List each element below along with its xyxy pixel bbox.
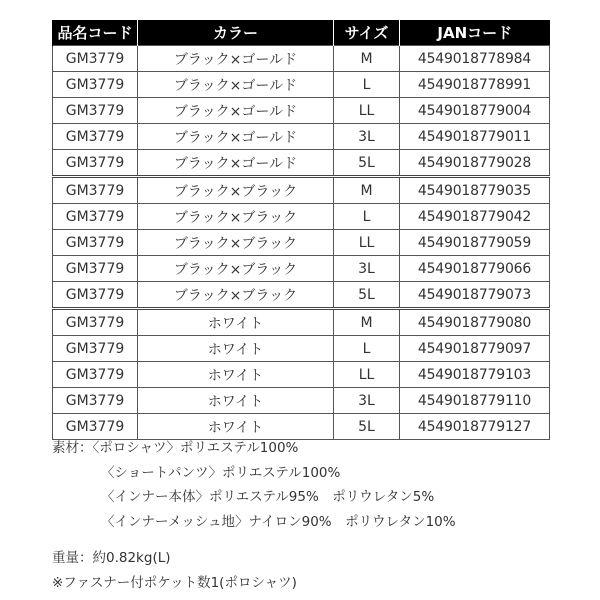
size-cell: LL bbox=[334, 98, 400, 124]
size-cell: M bbox=[334, 177, 400, 204]
product-code-cell: GM3779 bbox=[53, 98, 138, 124]
table-row bbox=[53, 309, 550, 336]
jan-code-cell: 4549018779066 bbox=[400, 256, 550, 282]
product-code-cell: GM3779 bbox=[53, 177, 138, 204]
product-code-cell: GM3779 bbox=[53, 124, 138, 150]
product-code-cell: GM3779 bbox=[53, 230, 138, 256]
size-cell: L bbox=[334, 336, 400, 362]
product-code-cell: GM3779 bbox=[53, 46, 138, 72]
size-cell: M bbox=[334, 309, 400, 336]
table-row bbox=[53, 98, 550, 124]
jan-code-cell: 4549018779103 bbox=[400, 362, 550, 388]
jan-code-cell: 4549018779073 bbox=[400, 282, 550, 309]
header-product-code: 品名コード bbox=[53, 20, 138, 46]
table-row bbox=[53, 362, 550, 388]
product-code-cell: GM3779 bbox=[53, 336, 138, 362]
color-cell: ブラック×ブラック bbox=[138, 256, 334, 282]
header-color: カラー bbox=[138, 20, 334, 46]
size-cell: L bbox=[334, 204, 400, 230]
color-cell: ホワイト bbox=[138, 362, 334, 388]
color-cell: ブラック×ゴールド bbox=[138, 98, 334, 124]
jan-code-cell: 4549018779028 bbox=[400, 150, 550, 177]
jan-code-cell: 4549018779011 bbox=[400, 124, 550, 150]
jan-code-cell: 4549018779059 bbox=[400, 230, 550, 256]
size-cell: 3L bbox=[334, 256, 400, 282]
material-line: 〈インナー本体〉ポリエステル95% ポリウレタン5% bbox=[101, 489, 435, 506]
color-cell: ブラック×ブラック bbox=[138, 177, 334, 204]
table-row bbox=[53, 204, 550, 230]
size-cell: L bbox=[334, 72, 400, 98]
product-code-cell: GM3779 bbox=[53, 282, 138, 309]
jan-code-cell: 4549018779035 bbox=[400, 177, 550, 204]
jan-code-cell: 4549018778991 bbox=[400, 72, 550, 98]
product-spec-table bbox=[52, 20, 550, 440]
size-cell: LL bbox=[334, 362, 400, 388]
table-header-row bbox=[53, 20, 550, 46]
jan-code-cell: 4549018779097 bbox=[400, 336, 550, 362]
size-cell: 5L bbox=[334, 150, 400, 177]
color-cell: ブラック×ゴールド bbox=[138, 72, 334, 98]
table-row bbox=[53, 388, 550, 414]
table-row bbox=[53, 177, 550, 204]
jan-code-cell: 4549018779042 bbox=[400, 204, 550, 230]
table-row bbox=[53, 150, 550, 177]
size-cell: 5L bbox=[334, 282, 400, 309]
product-code-cell: GM3779 bbox=[53, 204, 138, 230]
color-cell: ホワイト bbox=[138, 309, 334, 336]
header-jan-code: JANコード bbox=[400, 20, 550, 46]
header-size: サイズ bbox=[334, 20, 400, 46]
table-row bbox=[53, 124, 550, 150]
color-cell: ブラック×ゴールド bbox=[138, 124, 334, 150]
table-row bbox=[53, 256, 550, 282]
size-cell: LL bbox=[334, 230, 400, 256]
size-cell: 3L bbox=[334, 388, 400, 414]
size-cell: 3L bbox=[334, 124, 400, 150]
color-cell: ブラック×ゴールド bbox=[138, 46, 334, 72]
material-line: 〈ショートパンツ〉ポリエステル100% bbox=[101, 464, 341, 481]
product-notes bbox=[52, 436, 572, 596]
color-cell: ホワイト bbox=[138, 336, 334, 362]
color-cell: ブラック×ブラック bbox=[138, 282, 334, 309]
jan-code-cell: 4549018779110 bbox=[400, 388, 550, 414]
pocket-line: ※ファスナー付ポケット数1(ポロシャツ) bbox=[52, 574, 297, 591]
weight-line: 重量：約0.82kg(L) bbox=[52, 550, 171, 567]
jan-code-cell: 4549018779080 bbox=[400, 309, 550, 336]
table-body bbox=[53, 46, 550, 440]
jan-code-cell: 4549018779004 bbox=[400, 98, 550, 124]
product-code-cell: GM3779 bbox=[53, 388, 138, 414]
color-cell: ブラック×ブラック bbox=[138, 204, 334, 230]
product-code-cell: GM3779 bbox=[53, 72, 138, 98]
color-cell: ブラック×ブラック bbox=[138, 230, 334, 256]
product-code-cell: GM3779 bbox=[53, 150, 138, 177]
material-line: 素材：〈ポロシャツ〉ポリエステル100% bbox=[52, 440, 299, 456]
material-line: 〈インナーメッシュ地〉ナイロン90% ポリウレタン10% bbox=[101, 513, 456, 530]
table-row bbox=[53, 46, 550, 72]
color-cell: ブラック×ゴールド bbox=[138, 150, 334, 177]
product-code-cell: GM3779 bbox=[53, 414, 138, 440]
jan-code-cell: 4549018778984 bbox=[400, 46, 550, 72]
table-row bbox=[53, 336, 550, 362]
product-code-cell: GM3779 bbox=[53, 362, 138, 388]
jan-code-cell: 4549018779127 bbox=[400, 414, 550, 440]
color-cell: ホワイト bbox=[138, 388, 334, 414]
table-row bbox=[53, 72, 550, 98]
size-cell: 5L bbox=[334, 414, 400, 440]
table-row bbox=[53, 230, 550, 256]
product-code-cell: GM3779 bbox=[53, 309, 138, 336]
size-cell: M bbox=[334, 46, 400, 72]
color-cell: ホワイト bbox=[138, 414, 334, 440]
table-row bbox=[53, 282, 550, 309]
product-code-cell: GM3779 bbox=[53, 256, 138, 282]
